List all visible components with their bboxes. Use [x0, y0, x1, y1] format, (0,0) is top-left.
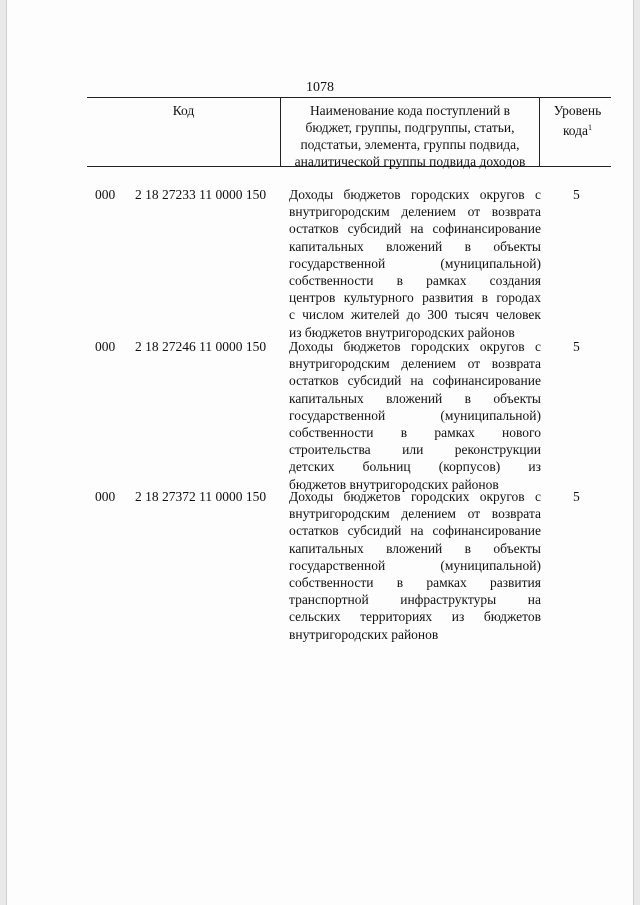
code-level: 5 — [573, 489, 580, 504]
description-line: остатков субсидий на софинансирование — [289, 373, 541, 389]
description-line: Доходы бюджетов городских округов с — [289, 339, 541, 354]
description-line: капитальных вложений в объекты — [289, 390, 541, 406]
document-page — [6, 0, 634, 905]
description-line: собственности в рамках создания — [289, 273, 541, 289]
table-header — [87, 97, 611, 167]
header-level — [540, 98, 611, 166]
description-line: бюджетов внутригородских районов — [289, 476, 499, 492]
description-line: государственной (муниципальной) — [289, 407, 541, 423]
description-line: государственной (муниципальной) — [289, 255, 541, 271]
description-line: внутригородских районов — [289, 626, 439, 642]
footnote-marker: 1 — [588, 123, 593, 132]
description-line: остатков субсидий на софинансирование — [289, 523, 541, 539]
admin-code: 000 — [95, 339, 116, 354]
header-level-label: Уровень кода — [553, 103, 602, 138]
description-line: транспортной инфраструктуры на — [289, 592, 541, 608]
description-line: центров культурного развития в городах — [289, 290, 541, 306]
code-level: 5 — [573, 339, 580, 354]
description-line: собственности в рамках развития — [289, 575, 541, 591]
description-line: внутригородским делением от возврата — [289, 506, 541, 522]
header-name: Наименование кода поступлений в бюджет, группы, подгруппы, статьи, подстатьи, элемента, группы подвида, аналитической группы подвида доходов — [280, 98, 540, 166]
description-line: собственности в рамках нового — [289, 425, 541, 441]
header-code: Код — [172, 103, 195, 118]
description-line: капитальных вложений в объекты — [289, 238, 541, 254]
page-number: 1078 — [306, 80, 334, 95]
description-line: из бюджетов внутригородских районов — [289, 324, 515, 340]
description-line: Доходы бюджетов городских округов с — [289, 187, 541, 202]
description-line: детских больниц (корпусов) из — [289, 459, 541, 475]
description-line: капитальных вложений в объекты — [289, 540, 541, 556]
description-line: внутригородским делением от возврата — [289, 204, 541, 220]
description-line: внутригородским делением от возврата — [289, 356, 541, 372]
revenue-description — [289, 488, 541, 643]
description-line: остатков субсидий на софинансирование — [289, 221, 541, 237]
description-line: государственной (муниципальной) — [289, 557, 541, 573]
revenue-code: 2 18 27233 11 0000 150 — [135, 187, 267, 202]
revenue-code: 2 18 27372 11 0000 150 — [135, 489, 267, 504]
description-line: строительства или реконструкции — [289, 442, 541, 458]
admin-code: 000 — [95, 489, 116, 504]
description-line: Доходы бюджетов городских округов с — [289, 489, 541, 504]
revenue-description — [289, 338, 541, 493]
revenue-code: 2 18 27246 11 0000 150 — [135, 339, 267, 354]
description-line: сельских территориях из бюджетов — [289, 609, 541, 625]
revenue-description — [289, 186, 541, 341]
code-level: 5 — [573, 187, 580, 202]
admin-code: 000 — [95, 187, 116, 202]
description-line: с числом жителей до 300 тысяч человек — [289, 307, 541, 323]
